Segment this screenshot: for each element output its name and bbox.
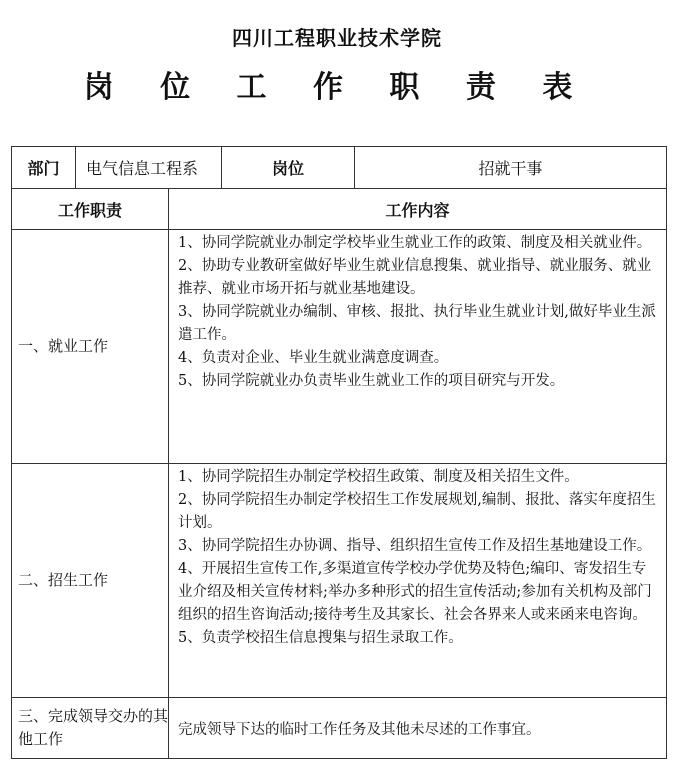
duty-column-header: 工作职责 (12, 189, 169, 230)
list-item: 5、负责学校招生信息搜集与招生录取工作。 (178, 630, 463, 646)
list-item: 1、协同学院就业办制定学校毕业生就业工作的政策、制度及相关就业件。 (178, 235, 652, 251)
post-label: 岗位 (222, 147, 355, 189)
category-recruitment: 二、招生工作 (12, 464, 169, 698)
department-value: 电气信息工程系 (76, 147, 222, 189)
column-header-row (12, 189, 667, 230)
table-row (12, 230, 667, 464)
category-other: 三、完成领导交办的其他工作 (12, 698, 169, 759)
list-item: 1、协同学院招生办制定学校招生政策、制度及相关招生文件。 (178, 469, 579, 485)
employment-content (169, 230, 667, 464)
list-item: 4、开展招生宣传工作,多渠道宣传学校办学优势及特色;编印、寄发招生专业介绍及相关宣传材料;举办多种形式的招生宣传活动;参加有关机构及部门组织的招生咨询活动;接待考生及其家长、社会各界来人或来函来电咨询。 (178, 561, 652, 623)
list-item: 3、协同学院就业办编制、审核、报批、执行毕业生就业计划,做好毕业生派遣工作。 (178, 304, 656, 343)
list-item: 3、协同学院招生办协调、指导、组织招生宣传工作及招生基地建设工作。 (178, 538, 652, 554)
institution-name: 四川工程职业技术学院 (232, 26, 442, 50)
list-item: 5、协同学院就业办负责毕业生就业工作的项目研究与开发。 (178, 373, 565, 389)
recruitment-content (169, 464, 667, 698)
list-item: 2、协助专业教研室做好毕业生就业信息搜集、就业指导、就业服务、就业推荐、就业市场开拓与就业基地建设。 (178, 258, 652, 297)
duty-table (11, 146, 667, 759)
post-value: 招就干事 (355, 147, 667, 189)
list-item: 2、协同学院招生办制定学校招生工作发展规划,编制、报批、落实年度招生计划。 (178, 492, 656, 531)
list-item: 4、负责对企业、毕业生就业满意度调查。 (178, 350, 449, 366)
department-label: 部门 (12, 147, 76, 189)
table-row (12, 698, 667, 759)
department-row (12, 147, 667, 189)
category-employment: 一、就业工作 (12, 230, 169, 464)
content-column-header: 工作内容 (169, 189, 667, 230)
document-title: 岗 位 工 作 职 责 表 (83, 70, 591, 105)
other-content: 完成领导下达的临时工作任务及其他未尽述的工作事宜。 (169, 698, 667, 759)
table-row (12, 464, 667, 698)
